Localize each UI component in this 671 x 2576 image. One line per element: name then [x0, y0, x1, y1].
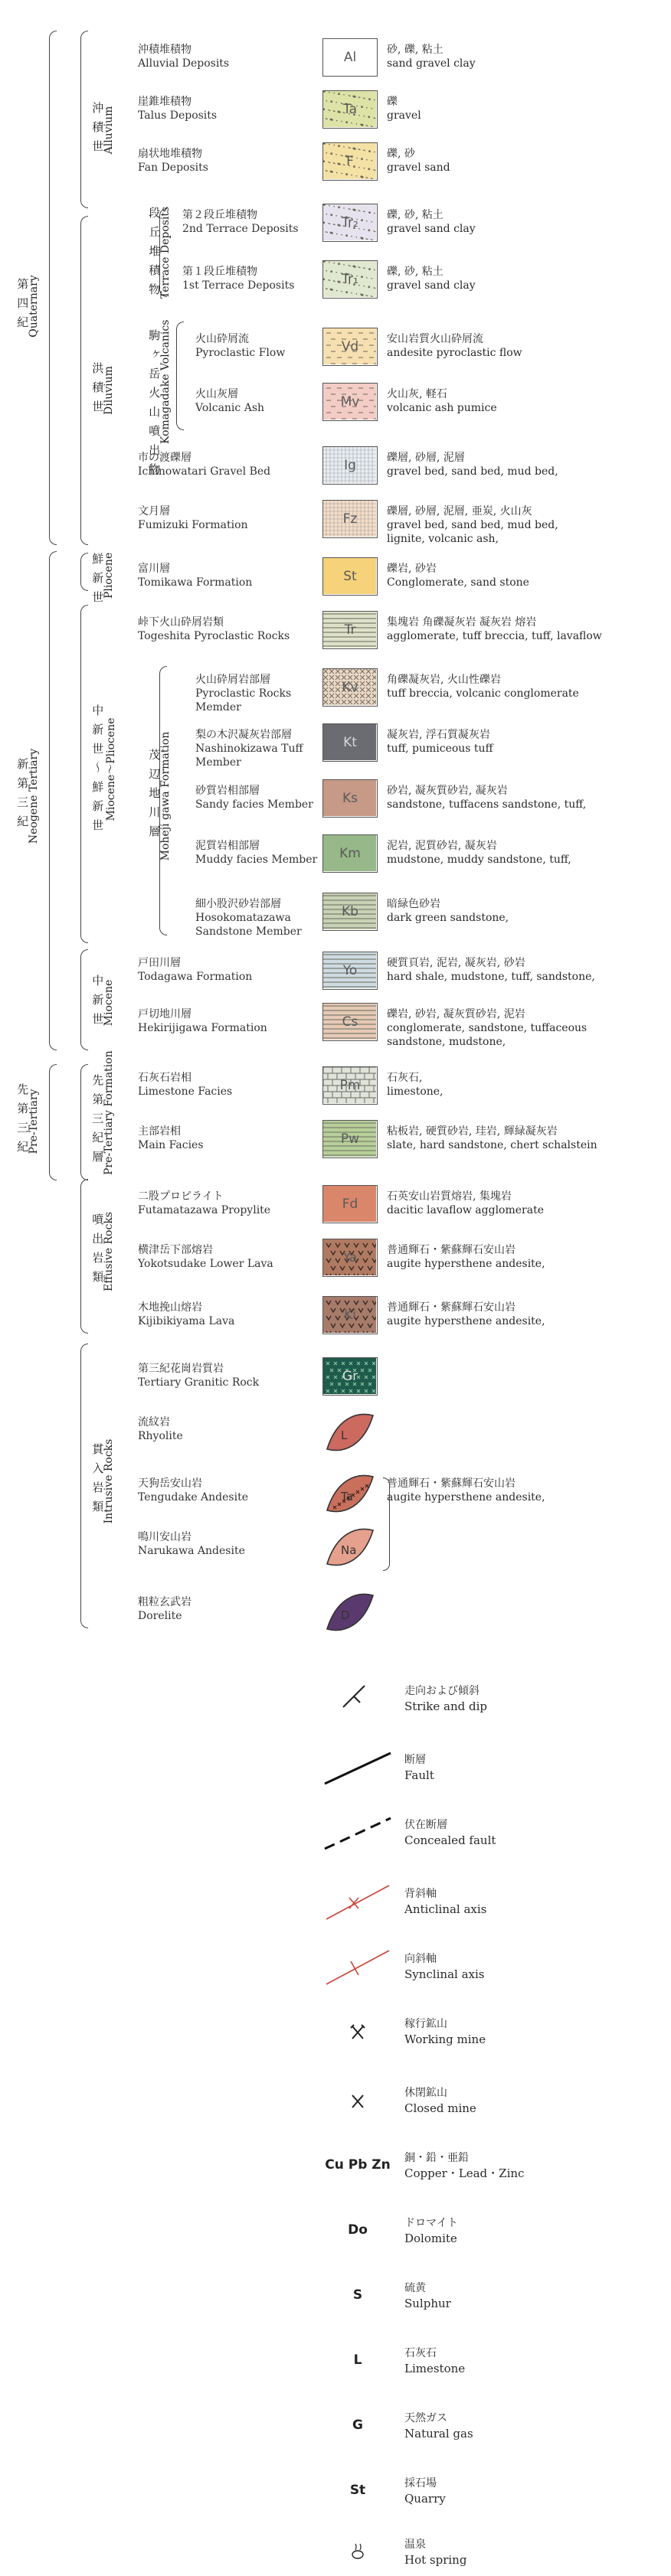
map-unit-code: Fd [342, 1197, 358, 1212]
unit-name-jp: 扇状地堆積物 [138, 148, 202, 160]
unit-name-en: Narukawa Andesite [138, 1545, 245, 1557]
map-unit-code: L [341, 1428, 348, 1443]
map-unit-code: Fz [342, 511, 358, 527]
map-unit-code: Yo [342, 963, 358, 978]
lithology-en: gravel sand clay [387, 223, 476, 235]
map-unit-code: Ta [341, 1490, 353, 1504]
hot-spring-icon [316, 2530, 400, 2576]
map-unit-code: F [346, 154, 354, 169]
unit-name-en: Ichinowatari Gravel Bed [138, 465, 271, 478]
lithology-jp: 砂岩, 凝灰質砂岩, 凝灰岩 [387, 785, 508, 797]
unit-name-en: Fan Deposits [138, 162, 208, 174]
unit-name-en: Pyroclastic Rocks [195, 687, 292, 700]
map-unit-code: Kv [342, 680, 358, 695]
unit-name-jp: 崖錐堆積物 [138, 96, 191, 108]
symbol-name-jp: 伏在断層 [404, 1819, 447, 1831]
map-unit-code: Kb [342, 904, 358, 919]
map-unit-code: Pm [339, 1078, 361, 1093]
map-unit-swatch [322, 723, 378, 762]
neogene-label-jp: 新第三紀 [15, 758, 30, 834]
lithology-en: slate, hard sandstone, chert schalstein [387, 1139, 597, 1151]
map-unit-code: Na [341, 1543, 357, 1558]
unit-name-jp: 粗粒玄武岩 [138, 1596, 191, 1608]
lithology-en: dark green sandstone, [387, 912, 509, 924]
closed-mine-icon [316, 2078, 400, 2124]
unit-name-jp: 横津岳下部熔岩 [138, 1244, 213, 1256]
unit-name-en: Volcanic Ash [195, 402, 265, 414]
diluvium-label-jp: 洪積世 [90, 361, 105, 420]
unit-name-jp: 二股プロピライト [138, 1190, 224, 1203]
pretertiary-bracket [49, 1064, 57, 1180]
symbol-name-en: Sulphur [404, 2297, 451, 2310]
symbol-name-en: Synclinal axis [404, 1967, 485, 1981]
map-unit-code: Km [339, 846, 361, 861]
quaternary-label-en: Quaternary [28, 275, 40, 338]
lithology-en: sandstone, mudstone, [387, 1036, 506, 1048]
map-unit-swatch [322, 500, 378, 538]
lithology-en: augite hypersthene andesite, [387, 1315, 545, 1327]
mineral-symbol: Do [348, 2222, 368, 2238]
intrusive-label-en: Intrusive Rocks [103, 1438, 115, 1524]
lithology-en: tuff breccia, volcanic conglomerate [387, 687, 579, 700]
moheji-label-jp: 茂辺地川層 [147, 748, 162, 844]
lithology-jp: 暗緑色砂岩 [387, 898, 440, 910]
map-unit-swatch [322, 1120, 378, 1158]
lithology-jp: 礫層, 砂層, 泥層, 亜炭, 火山灰 [387, 505, 532, 517]
alluvium-label-jp: 沖積世 [90, 101, 105, 159]
symbol-name-en: Dolomite [404, 2232, 457, 2245]
unit-name-jp: 天狗岳安山岩 [138, 1477, 202, 1490]
unit-name-jp: 鳴川安山岩 [138, 1531, 191, 1543]
unit-name-en: Fumizuki Formation [138, 519, 248, 531]
lithology-en: volcanic ash pumice [387, 402, 497, 414]
unit-name-en: Kijibikiyama Lava [138, 1315, 235, 1327]
map-unit-code: St [343, 569, 357, 584]
symbol-name-jp: 向斜軸 [404, 1953, 437, 1965]
lithology-jp: 普通輝石・紫蘇輝石安山岩 [387, 1301, 516, 1314]
effusive-label-en: Effusive Rocks [103, 1212, 115, 1291]
miocene-label-jp: 中新世 [90, 974, 105, 1032]
alluvium-bracket [80, 31, 88, 208]
unit-name-en: Memder [195, 701, 241, 713]
terrace-label-jp: 段丘堆積物 [147, 207, 162, 302]
unit-name-en: 1st Terrace Deposits [182, 279, 295, 292]
unit-name-en: Rhyolite [138, 1430, 183, 1442]
lithology-en: augite hypersthene andesite, [387, 1258, 545, 1270]
map-unit-swatch [322, 1411, 378, 1454]
map-unit-swatch [322, 446, 378, 485]
lithology-en: tuff, pumiceous tuff [387, 743, 493, 755]
unit-name-en: Dorelite [138, 1610, 182, 1622]
pretertiary-label-jp: 先第三紀 [15, 1083, 30, 1160]
effusive-label-jp: 噴出岩類 [90, 1213, 105, 1290]
anticlinal-axis-icon [316, 1879, 400, 1925]
symbol-name-en: Strike and dip [404, 1699, 487, 1713]
map-unit-code: Ya [342, 1250, 358, 1265]
map-unit-swatch [322, 1357, 378, 1396]
symbol-name-en: Hot spring [404, 2553, 467, 2567]
map-unit-swatch [322, 1472, 378, 1515]
mio-plio-bracket [80, 605, 88, 943]
lithology-jp: 集塊岩 角礫凝灰岩 凝灰岩 熔岩 [387, 616, 537, 628]
map-unit-swatch [322, 90, 378, 129]
unit-name-jp: 細小股沢砂岩部層 [195, 898, 281, 910]
symbol-name-jp: 温泉 [404, 2538, 426, 2551]
unit-name-en: Yokotsudake Lower Lava [138, 1258, 273, 1270]
lithology-en: hard shale, mudstone, tuff, sandstone, [387, 971, 595, 983]
symbol-name-jp: 石灰石 [404, 2347, 437, 2359]
unit-name-en: Tengudake Andesite [138, 1491, 249, 1503]
unit-name-jp: 市の渡礫層 [138, 452, 191, 464]
unit-name-en: Futamatazawa Propylite [138, 1204, 271, 1216]
alluvium-label-en: Alluvium [103, 106, 115, 155]
map-unit-swatch [322, 1185, 378, 1223]
symbol-name-jp: 硫黄 [404, 2282, 426, 2294]
unit-name-en: Pyroclastic Flow [195, 347, 286, 359]
terrace-label-en: Terrace Deposits [159, 206, 172, 299]
fault-icon [316, 1745, 400, 1791]
lithology-en: augite hypersthene andesite, [387, 1491, 545, 1503]
map-unit-code: Ig [344, 458, 356, 473]
lithology-jp: 礫, 砂 [387, 148, 415, 160]
unit-name-en: Muddy facies Member [195, 854, 318, 866]
map-unit-swatch [322, 1066, 378, 1105]
mineral-symbol: S [352, 2287, 363, 2303]
map-unit-code: Kt [343, 735, 357, 750]
symbol-name-jp: 断層 [404, 1754, 426, 1766]
unit-name-en: Todagawa Formation [138, 971, 253, 983]
unit-name-jp: 峠下火山砕屑岩類 [138, 616, 224, 628]
pretertiary-fm-label-jp: 先第三紀層 [90, 1073, 105, 1170]
unit-name-en: Tomikawa Formation [138, 576, 253, 589]
symbol-name-en: Working mine [404, 2032, 486, 2046]
unit-name-jp: 木地挽山熔岩 [138, 1301, 202, 1314]
strike-dip-icon [316, 1677, 400, 1722]
unit-name-en: Member [195, 756, 241, 769]
unit-name-jp: 富川層 [138, 563, 170, 575]
symbol-name-en: Limestone [404, 2362, 466, 2375]
unit-name-jp: 第２段丘堆積物 [182, 209, 257, 221]
neogene-label-en: Neogene Tertiary [28, 748, 40, 844]
lithology-en: gravel sand clay [387, 279, 476, 292]
map-unit-code: Tr [344, 622, 356, 638]
unit-name-jp: 文月層 [138, 505, 170, 517]
symbol-name-en: Concealed fault [404, 1833, 496, 1847]
lithology-jp: 砂, 礫, 粘土 [387, 44, 444, 56]
diluvium-label-en: Diluvium [103, 366, 115, 415]
lithology-jp: 礫岩, 砂岩 [387, 563, 437, 575]
symbol-name-jp: 走向および傾斜 [404, 1685, 480, 1697]
map-unit-code: Pw [340, 1131, 360, 1147]
unit-name-jp: 沖積堆積物 [138, 44, 191, 56]
map-unit-swatch [322, 142, 378, 181]
lithology-en: Conglomerate, sand stone [387, 576, 529, 589]
unit-name-jp: 火山砕屑岩部層 [195, 674, 270, 686]
map-unit-code: Cs [342, 1014, 358, 1030]
lithology-jp: 普通輝石・紫蘇輝石安山岩 [387, 1477, 516, 1490]
lithology-jp: 角礫凝灰岩, 火山性礫岩 [387, 674, 501, 686]
map-unit-swatch [322, 893, 378, 931]
lithology-en: sand gravel clay [387, 57, 476, 70]
miocene-label-en: Miocene [103, 979, 115, 1027]
map-unit-code: D [341, 1608, 350, 1623]
symbol-name-en: Natural gas [404, 2427, 473, 2441]
diluvium-bracket [80, 216, 88, 545]
lithology-en: lignite, volcanic ash, [387, 533, 499, 545]
mineral-symbol: G [352, 2418, 363, 2433]
map-unit-code: Tr₂ [342, 215, 358, 230]
lithology-jp: 石灰石, [387, 1072, 423, 1084]
lithology-jp: 礫, 砂, 粘土 [387, 209, 444, 221]
lithology-en: gravel bed, sand bed, mud bed, [387, 519, 558, 531]
symbol-name-jp: 休閉鉱山 [404, 2087, 447, 2099]
pliocene-bracket [80, 553, 88, 591]
map-unit-swatch [322, 779, 378, 818]
mineral-symbol: Cu Pb Zn [325, 2157, 391, 2173]
lithology-jp: 礫, 砂, 粘土 [387, 266, 444, 278]
map-unit-swatch [322, 1296, 378, 1334]
map-unit-swatch [322, 1591, 378, 1634]
lithology-jp: 凝灰岩, 浮石質凝灰岩 [387, 729, 490, 741]
unit-name-jp: 石灰石岩相 [138, 1072, 191, 1084]
unit-name-jp: 流紋岩 [138, 1416, 170, 1428]
andesite-group-bracket [383, 1477, 390, 1571]
map-unit-swatch [322, 952, 378, 990]
map-unit-swatch [322, 1239, 378, 1277]
unit-name-en: Sandstone Member [195, 926, 302, 938]
unit-name-en: Talus Deposits [138, 109, 218, 122]
lithology-jp: 粘板岩, 硬質砂岩, 珪岩, 輝緑凝灰岩 [387, 1125, 558, 1138]
unit-name-en: Nashinokizawa Tuff [195, 743, 303, 755]
symbol-name-jp: 背斜軸 [404, 1888, 437, 1900]
lithology-en: conglomerate, sandstone, tuffaceous [387, 1022, 588, 1034]
mineral-symbol: St [349, 2483, 366, 2498]
lithology-en: dacitic lavaflow agglomerate [387, 1204, 544, 1216]
map-unit-swatch [322, 383, 378, 421]
unit-name-jp: 泥質岩相部層 [195, 840, 260, 852]
moheji-label-en: Moheji gawa Formation [159, 731, 172, 861]
working-mine-icon [316, 2010, 400, 2055]
lithology-en: gravel bed, sand bed, mud bed, [387, 465, 558, 478]
symbol-name-en: Anticlinal axis [404, 1902, 487, 1916]
unit-name-jp: 第三紀花崗岩質岩 [138, 1363, 224, 1375]
map-unit-code: Mv [340, 394, 360, 410]
concealed-fault-icon [316, 1810, 400, 1856]
mio-plio-label-en: Miocene～Pliocene [105, 717, 117, 821]
unit-name-en: 2nd Terrace Deposits [182, 223, 299, 235]
map-unit-swatch [322, 328, 378, 366]
map-unit-code: Ki [344, 1308, 356, 1323]
komagadake-label-jp: 駒ヶ岳火山噴出物 [147, 329, 162, 482]
symbol-name-jp: 採石場 [404, 2477, 437, 2489]
lithology-en: gravel sand [387, 162, 450, 174]
unit-name-jp: 火山砕屑流 [195, 333, 249, 345]
symbol-name-jp: 銅・鉛・亜鉛 [404, 2152, 469, 2164]
unit-name-jp: 戸切地川層 [138, 1008, 191, 1020]
map-unit-code: Ta [343, 102, 357, 117]
unit-name-en: Hekirijigawa Formation [138, 1022, 267, 1034]
quaternary-label-jp: 第四紀 [15, 277, 30, 335]
pliocene-label-en: Pliocene [103, 552, 115, 599]
map-unit-code: Al [343, 50, 357, 65]
lithology-jp: 硬質頁岩, 泥岩, 凝灰岩, 砂岩 [387, 957, 525, 969]
lithology-en: agglomerate, tuff breccia, tuff, lavaflow [387, 630, 602, 642]
lithology-jp: 安山岩質火山砕屑流 [387, 333, 483, 345]
pretertiary-label-en: Pre-Tertiary [28, 1089, 40, 1154]
unit-name-jp: 梨の木沢凝灰岩部層 [195, 729, 292, 741]
pliocene-label-jp: 鮮新世 [90, 553, 105, 610]
mio-plio-label-jp: 中新世〜鮮新世 [90, 704, 105, 838]
komagadake-label-en: Komagadake Volcanics [159, 319, 172, 444]
lithology-jp: 泥岩, 泥質砂岩, 凝灰岩 [387, 840, 497, 852]
lithology-en: gravel [387, 109, 421, 122]
map-unit-code: Gr [342, 1369, 358, 1384]
miocene-bracket [80, 949, 88, 1050]
neogene-bracket [49, 551, 57, 1050]
pretertiary-fm-bracket [80, 1064, 88, 1180]
map-unit-swatch [322, 611, 378, 649]
unit-name-jp: 第１段丘堆積物 [182, 266, 257, 278]
unit-name-jp: 戸田川層 [138, 957, 181, 969]
symbol-name-jp: 稼行鉱山 [404, 2018, 447, 2030]
synclinal-axis-icon [316, 1944, 400, 1990]
quaternary-bracket [49, 31, 57, 545]
map-unit-swatch [322, 668, 378, 707]
unit-name-en: Hosokomatazawa [195, 912, 291, 924]
intrusive-bracket [80, 1344, 88, 1628]
symbol-name-en: Closed mine [404, 2101, 476, 2115]
lithology-jp: 礫 [387, 96, 398, 108]
lithology-en: andesite pyroclastic flow [387, 347, 522, 359]
mineral-symbol: L [353, 2352, 362, 2368]
symbol-name-jp: ドロマイト [404, 2217, 458, 2229]
map-unit-swatch [322, 1526, 378, 1569]
lithology-en: mudstone, muddy sandstone, tuff, [387, 854, 571, 866]
unit-name-en: Togeshita Pyroclastic Rocks [138, 630, 290, 642]
map-unit-code: Tr₁ [342, 272, 358, 287]
lithology-jp: 礫岩, 砂岩, 凝灰質砂岩, 泥岩 [387, 1008, 525, 1020]
komagadake-bracket [176, 322, 184, 430]
intrusive-label-jp: 貫入岩類 [90, 1443, 105, 1520]
map-unit-swatch [322, 260, 378, 299]
lithology-en: sandstone, tuffacens sandstone, tuff, [387, 798, 587, 811]
unit-name-en: Main Facies [138, 1139, 204, 1151]
lithology-jp: 石英安山岩質熔岩, 集塊岩 [387, 1190, 512, 1203]
map-unit-swatch [322, 204, 378, 242]
pretertiary-fm-label-en: Pre-Tertiary Formation [103, 1050, 115, 1175]
unit-name-en: Tertiary Granitic Rock [138, 1376, 260, 1389]
symbol-name-en: Fault [404, 1768, 434, 1782]
symbol-name-en: Quarry [404, 2492, 446, 2506]
map-unit-swatch [322, 38, 378, 77]
unit-name-jp: 火山灰層 [195, 388, 238, 400]
map-unit-swatch [322, 834, 378, 873]
lithology-jp: 火山灰, 軽石 [387, 388, 447, 400]
effusive-bracket [80, 1179, 88, 1334]
unit-name-en: Limestone Facies [138, 1086, 233, 1098]
map-unit-code: Vd [341, 339, 359, 354]
map-unit-swatch [322, 1003, 378, 1041]
unit-name-en: Sandy facies Member [195, 798, 313, 811]
lithology-jp: 普通輝石・紫蘇輝石安山岩 [387, 1244, 516, 1256]
symbol-name-jp: 天然ガス [404, 2412, 447, 2424]
lithology-jp: 礫層, 砂層, 泥層 [387, 452, 465, 464]
unit-name-jp: 主部岩相 [138, 1125, 181, 1138]
lithology-en: limestone, [387, 1086, 444, 1098]
unit-name-jp: 砂質岩相部層 [195, 785, 260, 797]
symbol-name-en: Copper・Lead・Zinc [404, 2166, 525, 2180]
map-unit-code: Ks [342, 791, 358, 806]
map-unit-swatch [322, 557, 378, 596]
unit-name-en: Alluvial Deposits [138, 57, 230, 70]
